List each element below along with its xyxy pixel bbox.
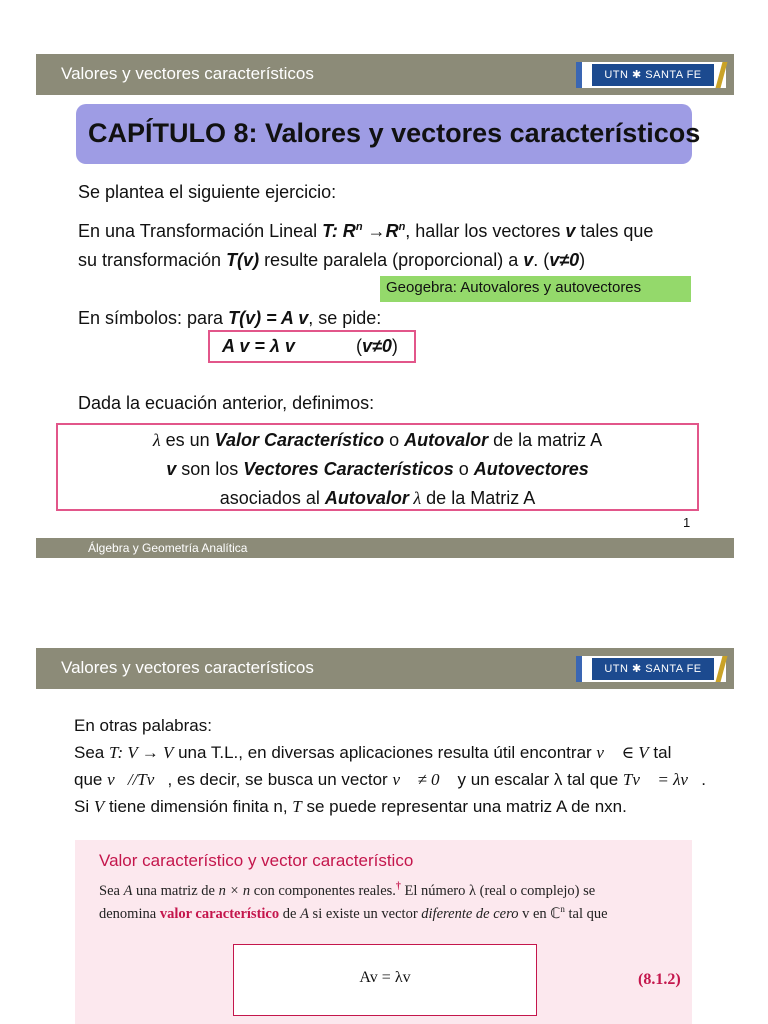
- slide2-line-0: En otras palabras:: [74, 716, 212, 735]
- text-run: ): [579, 250, 586, 270]
- math-v: v: [565, 221, 576, 241]
- text-run: una T.L., en diversas aplicaciones resulta útil encontrar: [173, 743, 597, 762]
- text-run: denomina: [99, 905, 160, 922]
- math-eigen-eq: Tv⃗ = λv⃗: [622, 770, 702, 789]
- utn-logo-text: UTN ✱ SANTA FE: [592, 658, 714, 680]
- logo-accent-stripe: [716, 656, 728, 682]
- slide2-line-2: [74, 770, 706, 790]
- text-run: Sea: [99, 882, 124, 899]
- text-run: de la Matriz A: [421, 488, 536, 508]
- footer-text: Álgebra y Geometría Analítica: [88, 541, 248, 555]
- text-run: , se pide:: [308, 308, 382, 328]
- math-condition: v≠0: [549, 250, 580, 270]
- term: Vectores Característicos: [243, 459, 454, 479]
- eigen-equation: A v = λ v: [222, 336, 295, 356]
- text-run: su transformación: [78, 250, 227, 270]
- slide2-line-3: [74, 797, 627, 817]
- text-run: En símbolos: para: [78, 308, 229, 328]
- math-V: V: [93, 797, 105, 816]
- text-run: Sea: [74, 743, 109, 762]
- term: Autovalor: [324, 488, 409, 508]
- text-run: tal que: [564, 905, 608, 922]
- math-Tv: T(v): [226, 250, 260, 270]
- definition-line-1: [58, 430, 697, 451]
- text-run: o: [453, 459, 474, 479]
- equation-number: (8.1.2): [638, 971, 681, 988]
- math-map: T: V → V: [108, 743, 174, 762]
- utn-logo: [576, 62, 726, 88]
- intro-text: Se plantea el siguiente ejercicio:: [78, 182, 337, 202]
- text-run: tiene dimensión finita n,: [104, 797, 293, 816]
- text-run: se puede representar una matriz A de nxn.: [301, 797, 627, 816]
- excerpt-line-1: [99, 881, 595, 900]
- text-run: o: [384, 430, 405, 450]
- math-parallel: v⃗//Tv⃗: [107, 770, 168, 789]
- math-sup-n: n: [560, 904, 565, 914]
- geogebra-link[interactable]: [380, 276, 691, 302]
- excerpt-title: Valor característico y vector característico: [99, 851, 414, 870]
- math-v: v: [523, 250, 534, 270]
- given-text: Dada la ecuación anterior, definimos:: [78, 393, 375, 413]
- text-run: tal: [648, 743, 672, 762]
- text-run: Si: [74, 797, 94, 816]
- math-R: R: [385, 221, 399, 241]
- text-run: si existe un vector: [308, 905, 422, 922]
- math-n-by-n: n × n: [218, 882, 251, 899]
- slide2-header-title: Valores y vectores característicos: [61, 658, 314, 677]
- text-run: (: [356, 336, 362, 356]
- problem-line-2: [78, 250, 585, 271]
- page-number: 1: [683, 515, 691, 530]
- text-run: que: [74, 770, 108, 789]
- math-lambda: λ: [152, 430, 161, 450]
- slide2-header: [36, 648, 734, 689]
- text-run: resulte paralela (proporcional) a: [259, 250, 524, 270]
- text-run: y un escalar λ tal que: [452, 770, 623, 789]
- text-run: .: [701, 770, 706, 789]
- equation-box: [208, 330, 416, 363]
- math-T: T: R: [322, 221, 356, 241]
- logo-accent-stripe: [716, 62, 728, 88]
- chapter-title: CAPÍTULO 8: Valores y vectores característicos: [88, 118, 701, 148]
- text-run: una matriz de: [132, 882, 219, 899]
- math-sup-n: n: [398, 221, 406, 233]
- utn-logo-text: UTN ✱ SANTA FE: [592, 64, 714, 86]
- symbols-line: [78, 308, 381, 329]
- text-run: de la matriz A: [488, 430, 603, 450]
- text-run: En una Transformación Lineal: [78, 221, 323, 241]
- term: Valor Característico: [214, 430, 385, 450]
- problem-line-1: [78, 221, 653, 242]
- text-run: , hallar los vectores: [405, 221, 566, 241]
- slide2-line-1: [74, 743, 671, 763]
- term: Autovectores: [473, 459, 589, 479]
- math-vector-in-V: v⃗ ∈ V: [596, 743, 649, 762]
- equation-condition: [356, 336, 398, 357]
- definition-line-3: [58, 488, 697, 509]
- textbook-excerpt: [75, 840, 692, 1024]
- excerpt-equation: Av = λv: [359, 969, 411, 986]
- utn-logo: [576, 656, 726, 682]
- text-run: tales que: [575, 221, 654, 241]
- text-run: asociados al: [219, 488, 325, 508]
- term: Autovalor: [404, 430, 489, 450]
- text-run: . (: [533, 250, 550, 270]
- text-run: de: [279, 905, 301, 922]
- geogebra-link-label: Geogebra: Autovalores y autovectores: [386, 279, 642, 296]
- arrow-symbol: →: [362, 221, 386, 241]
- text-run: v en ℂ: [518, 905, 561, 922]
- slide1-header-title: Valores y vectores característicos: [61, 64, 314, 83]
- text-run: , es decir, se busca un vector: [167, 770, 393, 789]
- text-run: es un: [160, 430, 215, 450]
- math-A: A: [123, 882, 133, 899]
- footnote-dagger: †: [395, 881, 401, 892]
- math-A: A: [300, 905, 309, 922]
- italic-phrase: diferente de cero: [421, 905, 519, 922]
- highlighted-term: valor característico: [159, 905, 280, 922]
- math-nonzero: v⃗ ≠ 0⃗: [392, 770, 453, 789]
- excerpt-line-2: [99, 904, 608, 923]
- math-lambda: λ: [408, 488, 422, 508]
- text-run: ): [391, 336, 398, 356]
- math-T: T: [292, 797, 302, 816]
- text-run: son los: [176, 459, 244, 479]
- text-run: con componentes reales.: [250, 882, 396, 899]
- math-sup-n: n: [355, 221, 363, 233]
- slide1-header: [36, 54, 734, 95]
- definition-box: [56, 423, 699, 511]
- definition-line-2: [58, 459, 697, 480]
- chapter-title-box: [76, 104, 701, 164]
- math-condition: v≠0: [362, 336, 392, 356]
- math-v: v: [166, 459, 177, 479]
- text-run: El número λ (real o complejo) se: [400, 882, 596, 899]
- slide1-footer: [36, 538, 734, 558]
- math-Tv-eq: T(v) = A v: [228, 308, 309, 328]
- excerpt-equation-box: [233, 944, 537, 1016]
